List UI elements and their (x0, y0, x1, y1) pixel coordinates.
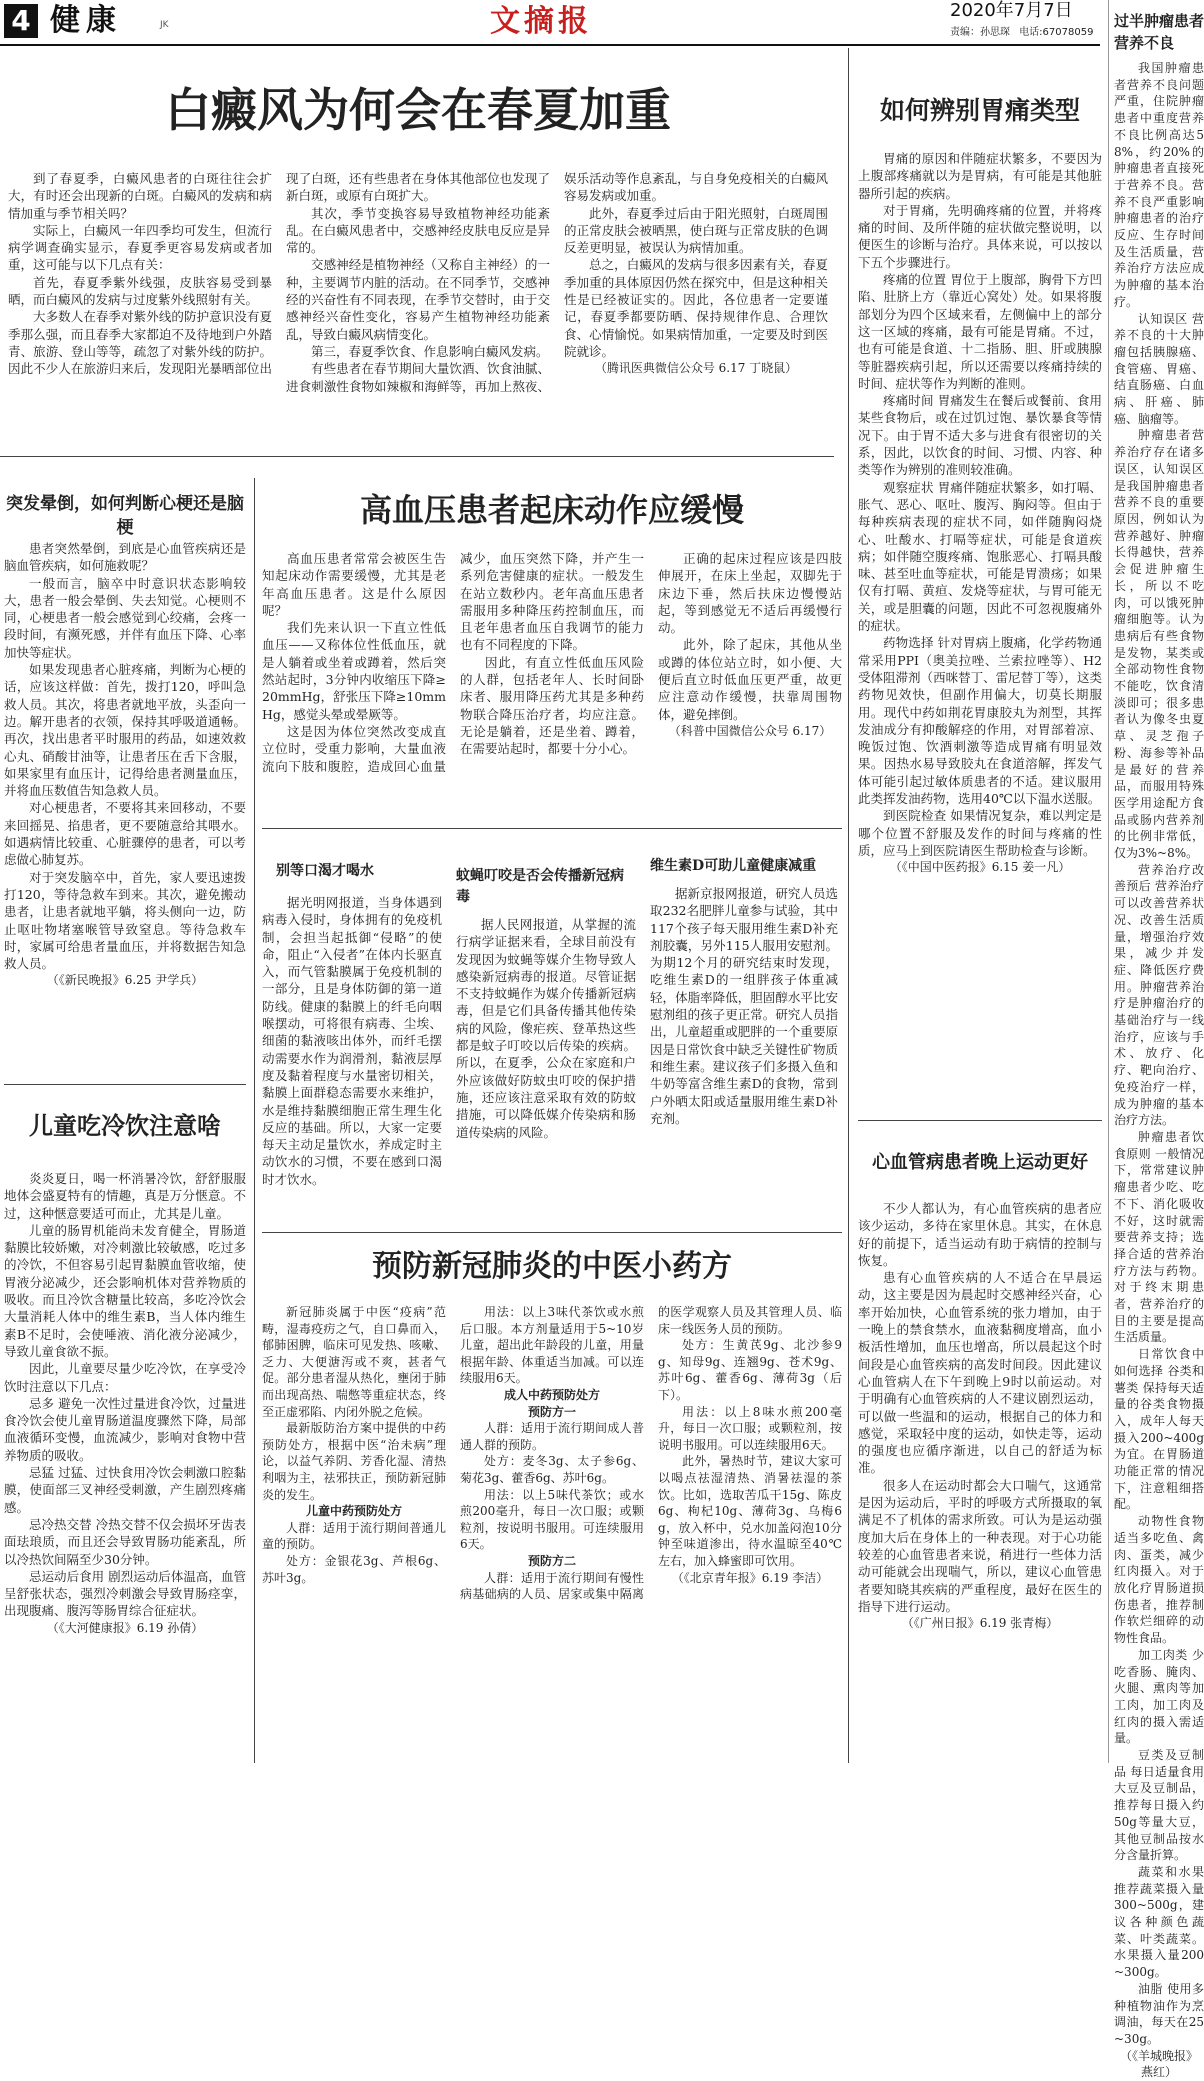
paragraph: 处方：金银花3g、芦根6g、苏叶3g。 (262, 1553, 446, 1585)
paragraph: 不少人都认为，有心血管疾病的患者应该少运动，多待在家里休息。其实，在休息好的前提下，适当运动有助于病情的控制与恢复。 (858, 1201, 1102, 1268)
article-stomach-title: 如何辨别胃痛类型 (879, 96, 1080, 125)
article-faint-title: 突发晕倒，如何判断心梗还是脑梗 (6, 494, 244, 538)
rule-left-col (254, 478, 255, 1763)
paragraph: 肿瘤患者饮食原则 一般情况下，常常建议肿瘤患者少吃、吃不下、消化吸收不好，这时就需要营养支持；选择合适的营养治疗方法与药物。对于终末期患者，营养治疗的目的主要是提高生活质量。 (1114, 1130, 1204, 1345)
article-vitiligo-body (8, 170, 828, 446)
article-stomach (858, 48, 1102, 1118)
article-tumor-nutrition-body (1114, 60, 1204, 2080)
paragraph: 药物选择 针对胃病上腹痛，化学药物通常采用PPI（奥美拉唑、兰索拉唑等）、H2受体阻滞剂（西咪替丁、雷尼替丁等），这类药物见效快，但副作用偏大，切莫长期服用。现代中药如荆花胃康胶丸为剂型，其挥发油成分有抑酸解痉的作用，对胃部着凉、晚饭过饱、饮酒刺激等造成胃痛有明显效果。因热水易导致胶丸在食道溶解，挥发气体可能引起过敏体质患者的不适。建议服用此类挥发油药物，选用40℃以下温水送服。 (858, 635, 1102, 806)
paragraph: 这是因为体位突然改变成直立位时，受重力影响，大量血液流向下肢和腹腔，造成回心血量减少，血压突然下降，并产生一系列危害健康的症状。一般发生在站立数秒内。老年高血压患者需服用多种降压药控制血压，而且老年患者血压自我调节的能力也有不同程度的下降。 (262, 551, 644, 774)
section-en: JK (160, 20, 169, 30)
paragraph: 据光明网报道，当身体遇到病毒入侵时，身体拥有的免疫机制，会担当起抵御“侵略”的使命，阻止“入侵者”在体内长驱直入，而气管黏膜属于免疫机制的一部分，且是身体防御的第一道防线。健康的黏膜上的纤毛向咽喉摆动，可将很有病毒、尘埃、细菌的黏液咳出体外，而纤毛摆动需要水作为润滑剂，黏液层厚度及黏着程度与水量密切相关，黏膜上面群稳态需要水来维护，水是维持黏膜细胞正常生理生化反应的基础。所以，大家一定要每天主动足量饮水，养成定时主动饮水的习惯，不要在感到口渴时才饮水。 (262, 895, 442, 1187)
paragraph: 高血压患者常常会被医生告知起床动作需要缓慢，尤其是老年高血压患者。这是什么原因呢？ (262, 551, 446, 618)
paragraph: 因此，儿童要尽量少吃冷饮，在享受冷饮时注意以下几点： (4, 1361, 246, 1394)
paragraph: 用法：以上8味水煎200毫升，每日一次口服；或颗粒剂，按说明书服用。可以连续服用6天。 (658, 1404, 842, 1452)
article-vitamin-d-title: 维生素D可助儿童健康减重 (650, 858, 817, 874)
paragraph: 蔬菜和水果 推荐蔬菜摄入量300~500g，建议各种颜色蔬菜、叶类蔬菜。水果摄入量200~300g。 (1114, 1864, 1204, 1980)
paragraph: 油脂 使用多种植物油作为烹调油，每天在25~30g。 (1114, 1981, 1204, 2046)
paragraph: 疼痛时间 胃痛发生在餐后或餐前、食用某些食物后，或在过饥过饱、暴饮暴食等情况下。由于胃不适大多与进食有很密切的关系，因此，以饮食的时间、习惯、内容、种类等作为辨别的准则较准确。 (858, 393, 1102, 478)
rule-below-short-news (262, 1232, 842, 1233)
paragraph: 处方：生黄芪9g、北沙参9g、知母9g、连翘9g、苍术9g、苏叶6g、藿香6g、薄荷3g（后下）。 (658, 1338, 842, 1402)
paragraph: 疼痛的位置 胃位于上腹部，胸骨下方凹陷、肚脐上方（靠近心窝处）处。如果将腹部划分为四个区域来看，左侧偏中上的部分这一区域的疼痛，最有可能是胃痛。不过，也有可能是食道、十二指肠、胆、肝或胰腺等脏器疾病引起，所以还需要以疼痛持续的时间、症状等作为判断的准则。 (858, 272, 1102, 391)
paragraph: 人群：适用于流行期间成人普通人群的预防。 (460, 1421, 644, 1452)
tcm-p1-head: 预防方一 (527, 1404, 576, 1419)
article-tumor-nutrition (1114, 10, 1204, 2080)
paragraph: 忌冷热交替 冷热交替不仅会损坏牙齿表面珐琅质，而且还会导致胃肠功能紊乱，所以冷热饮间隔至少30分钟。 (4, 1516, 246, 1567)
header-rule (0, 44, 1100, 46)
article-faint-source: （《新民晚报》6.25 尹学兵） (46, 973, 204, 988)
rule-below-stomach (858, 1120, 1102, 1121)
article-cold-drinks (4, 1090, 246, 1760)
section-title: 健康 (50, 3, 122, 38)
article-vitamin-d (650, 834, 838, 1228)
paragraph: 很多人在运动时都会大口喘气，这通常是因为运动后，平时的呼吸方式所摄取的氧满足不了机体的需求所致。可认为是运动强度加大后在身体上的一种表现。对于心功能较差的心血管患者来说，稍进行一些体力活动可能就会出现喘气，所以，建议心血管患者要知晓其疾病的严重程度，最好在医生的指导下进行运动。 (858, 1477, 1102, 1614)
article-hypertension (262, 462, 842, 822)
paragraph: 首先，春夏季紫外线强，皮肤容易受到暴晒，而白癜风的发病与过度紫外线照射有关。 (8, 274, 272, 308)
article-mosquito-title: 蚊蝇叮咬是否会传播新冠病毒 (456, 868, 624, 905)
paragraph: 据人民网报道，从掌握的流行病学证据来看，全球目前没有发现因为蚊蝇等媒介生物导致人感染新冠病毒的报道。尽管证据不支持蚊蝇作为媒介传播新冠病毒，但是它们具备传播其他传染病的风险，像疟疾、登革热这些都是蚊子叮咬以后传染的疾病。所以，在夏季，公众在家庭和户外应该做好防蚊虫叮咬的保护措施，还应该注意采取有效的防蚊措施，可以降低媒介传染病和肠道传染病的风险。 (456, 917, 636, 1140)
article-drink-water-title: 别等口渴才喝水 (276, 863, 374, 879)
rule-below-hypertension (262, 828, 842, 829)
paragraph: 总之，白癜风的发病与很多因素有关，春夏季加重的具体原因仍然在探究中，但是这种相关性是已经被证实的。因此，各位患者一定要谨记，春夏季都要防晒、保持规律作息、合理饮食、心情愉悦。如果病情加重，一定要及时到医院就诊。 (564, 257, 828, 359)
paragraph: 日常饮食中如何选择 谷类和薯类 保持每天适量的谷类食物摄入，成年人每天摄入200~400g为宜。在胃肠道功能正常的情况下，注意粗细搭配。 (1114, 1347, 1204, 1512)
article-cardio-exercise (858, 1126, 1102, 1760)
paragraph: 认知误区 营养不良的十大肿瘤包括胰腺癌、食管癌、胃癌、结直肠癌、白血病、肝癌、肺癌、脑瘤等。 (1114, 311, 1204, 426)
paragraph: 用法：以上5味代茶饮；或水煎200毫升，每日一次口服；或颗粒剂，按说明书服用。可连续服用6天。 (460, 1487, 644, 1552)
paragraph: 到医院检查 如果情况复杂，难以判定是哪个位置不舒服及发作的时间与疼痛的性质，应马上到医院请医生帮助检查与诊断。 (858, 808, 1102, 858)
article-cold-drinks-title: 儿童吃冷饮注意啥 (29, 1111, 221, 1140)
article-vitamin-d-body (650, 885, 838, 1127)
paragraph: 处方：麦冬3g、太子参6g、菊花3g、藿香6g、苏叶6g。 (460, 1454, 644, 1485)
article-drink-water-body (262, 894, 442, 1188)
article-mosquito (456, 834, 636, 1228)
paragraph: 交感神经是植物神经（又称自主神经）的一种，主要调节内脏的活动。在不同季节，交感神经的兴奋性有不同表现，在季节交替时，由于交感神经兴奋性变化，容易产生植物神经功能紊乱，导致白癜风病情变化。 (286, 257, 550, 342)
paragraph: 我国肿瘤患者营养不良问题严重，住院肿瘤患者中重度营养不良比例高达58%，约20%的肿瘤患者直接死于营养不良。营养不良严重影响肿瘤患者的治疗反应、生存时间及生活质量，营养治疗方法应成为肿瘤的基本治疗。 (1114, 61, 1204, 309)
paragraph: 如果发现患者心脏疼痛，判断为心梗的话，应该这样做：首先，拨打120，呼叫急救人员。其次，将患者就地平放，头歪向一边。解开患者的衣领，保持其呼吸道通畅。再次，找出患者平时服用的药品，如速效救心丸、硝酸甘油等，让患者压在舌下含服，如果家里有血压计，记得给患者测量血压，并将血压数值告知急救人员。 (4, 662, 246, 799)
paragraph: 用法：以上3味代茶饮或水煎后口服。本方剂量适用于5~10岁儿童，超出此年龄段的儿童，用量根据年龄、体重适当加减。可以连续服用6天。 (460, 1305, 644, 1386)
article-cold-drinks-source: （《大河健康报》6.19 孙倩） (46, 1620, 204, 1635)
rule-below-vitiligo (0, 456, 834, 457)
paragraph: 此外，除了起床，其他从坐或蹲的体位站立时，如小便、大便后直立时低血压更严重，故更应注意动作缓慢，扶靠周围物体，避免摔倒。 (658, 637, 842, 722)
paragraph: 实际上，白癜风一年四季均可发生，但流行病学调查确实显示，春夏季更容易发病或者加重，这可能与以下几点有关： (8, 222, 272, 273)
paragraph: 新冠肺炎属于中医“疫病”范畴，湿毒疫疠之气，自口鼻而入，郁肺困脾，临床可见发热、咳嗽、乏力、大便溏泻或不爽，甚者气促。部分患者湿从热化，壅闭于肺而出现高热、喘憋等重症状态，终至正虚邪陷、内闭外脱之危候。 (262, 1305, 446, 1419)
article-faint-body (4, 540, 246, 1076)
paragraph: 人群：适用于流行期间普通儿童的预防。 (262, 1520, 446, 1552)
article-vitiligo (8, 48, 828, 448)
page-number: 4 (4, 4, 38, 38)
paragraph: 肿瘤患者营养治疗存在诸多误区，认知误区是我国肿瘤患者营养不良的重要原因，例如认为营养越好、肿瘤长得越快，营养会促进肿瘤生长，所以不吃肉，可以饿死肿瘤细胞等。认为患病后有些食物是发物，某类或全部动物性食物不能吃，饮食清淡即可；很多患者认为像冬虫夏草、灵芝孢子粉、海参等补品是最好的营养品，而服用特殊医学用途配方食品或肠内营养剂的比例非常低，仅为3%~8%。 (1114, 428, 1204, 861)
article-tcm-body (262, 1304, 842, 1758)
paragraph: 豆类及豆制品 每日适量食用大豆及豆制品，推荐每日摄入约50g等量大豆，其他豆制品按水分含量折算。 (1114, 1748, 1204, 1863)
paragraph: 患者突然晕倒，到底是心血管疾病还是脑血管疾病，如何施救呢？ (4, 541, 246, 574)
paragraph: 炎炎夏日，喝一杯消暑冷饮，舒舒服服地体会盛夏特有的情趣，真是万分惬意。不过，这种惬意要适可而止，尤其是儿童。 (4, 1171, 246, 1221)
paragraph: 观察症状 胃痛伴随症状繁多，如打嗝、胀气、恶心、呕吐、腹泻、胸闷等。但由于每种疾病表现的症状不同，如伴随胸闷烧心、吐酸水、打嗝等症状，可能是食道疾病；如伴随空腹疼痛、饱胀恶心、打嗝具酸味、甚至吐血等症状，可能是胃溃疡；如果仅有打嗝、黄疸、发烧等症状，与胃可能无关，或是胆囊的问题，因此不可忽视腹痛外的症状。 (858, 479, 1102, 634)
rule-below-faint (4, 1084, 246, 1085)
paragraph: 一般而言，脑卒中时意识状态影响较大，患者一般会晕倒、失去知觉。心梗则不同，心梗患者一般会感觉到心绞痛，会疼一段时间，有濒死感，并伴有血压下降、心率加快等症状。 (4, 575, 246, 660)
article-drink-water (262, 834, 442, 1228)
tcm-p2-head: 预防方二 (527, 1553, 576, 1568)
masthead: 文摘报 (490, 4, 592, 39)
paragraph: 儿童的肠胃机能尚未发育健全，胃肠道黏膜比较娇嫩，对冷刺激比较敏感，吃过多的冷饮，不但容易引起胃黏膜血管收缩，使胃液分泌减少，还会影响机体对营养物质的吸收。而且冷饮含糖量比较高，多吃冷饮会大量消耗人体中的维生素B，当人体内维生素B不足时，会使唾液、消化液分泌减少，导致儿童食欲不振。 (4, 1222, 246, 1359)
paragraph: 加工肉类 少吃香肠、腌肉、火腿、熏肉等加工肉，加工肉及红肉的摄入需适量。 (1114, 1647, 1204, 1746)
tcm-kid-head: 儿童中药预防处方 (305, 1504, 402, 1519)
article-tcm (262, 1238, 842, 1760)
paragraph: 患有心血管疾病的人不适合在早晨运动，这主要是因为晨起时交感神经兴奋，心率开始加快，心血管系统的张力增加，由于一晚上的禁食禁水，血液黏稠度增高，血小板活性增加，血压也增高，所以晨起这个时间段是心血管疾病的高发时间段。因此建议心血管病人在下午到晚上9时以前运动。对于明确有心血管疾病的人不建议剧烈运动，可以做一些温和的运动，根据自己的体力和感觉，采取轻中度的运动，如快走等，运动的强度也应循序渐进，以自己的舒适为标准。 (858, 1270, 1102, 1476)
article-mosquito-body (456, 916, 636, 1141)
paragraph: 忌运动后食用 剧烈运动后体温高，血管呈舒张状态，强烈冷刺激会导致胃肠痉挛，出现腹痛、腹泻等肠胃综合征症状。 (4, 1568, 246, 1619)
article-cardio-exercise-body (858, 1200, 1102, 1758)
paragraph: 因此，有直立性低血压风险的人群，包括老年人、长时间卧床者、服用降压药尤其是多种药物联合降压治疗者，均应注意。无论是躺着，还是坐着、蹲着，在需要站起时，都要十分小心。 (460, 654, 644, 757)
paragraph: 营养治疗改善预后 营养治疗可以改善营养状况、改善生活质量，增强治疗效果，减少并发症、降低医疗费用。肿瘤营养治疗是肿瘤治疗的基础治疗与一线治疗，应该与手术、放疗、化疗、靶向治疗、免疫治疗一样，成为肿瘤的基本治疗方法。 (1114, 862, 1204, 1128)
rule-right-col (848, 48, 849, 1763)
paragraph: 对于突发脑卒中，首先，家人要迅速拨打120，等待急救车到来。其次，避免搬动患者，让患者就地平躺，将头侧向一边，防止呕吐物堵塞喉管导致窒息。等待急救车时，家属可给患者量血压，并将数据告知急救人员。 (4, 869, 246, 972)
article-faint (4, 462, 246, 1082)
article-hypertension-title: 高血压患者起床动作应缓慢 (359, 491, 744, 529)
editor-name: 责编：孙思琛 (950, 27, 1010, 38)
paragraph: 到了春夏季，白癜风患者的白斑往往会扩大，有时还会出现新的白斑。白癜风的发病和病情加重与季节相关吗？ (8, 171, 272, 221)
paragraph: 忌多 避免一次性过量进食冷饮，过量进食冷饮会使儿童胃肠道温度骤然下降，局部血液循环变慢，血流减少，影响对食物中营养物质的吸收。 (4, 1395, 246, 1463)
article-tumor-nutrition-source: （《羊城晚报》 燕红） (1119, 2048, 1198, 2080)
article-tcm-title: 预防新冠肺炎的中医小药方 (372, 1249, 732, 1284)
article-cardio-exercise-source: （《广州日报》6.19 张青梅） (901, 1616, 1059, 1631)
article-stomach-source: （《中国中医药报》6.15 姜一凡） (889, 860, 1071, 875)
editor-phone: 电话:67078059 (1019, 27, 1094, 38)
right-column-rule (1108, 0, 1109, 1763)
article-vitiligo-title: 白癜风为何会在春夏加重 (165, 83, 671, 137)
paragraph: 其次，季节变换容易导致植物神经功能紊乱。在白癜风患者中，交感神经皮肤电反应是异常的。 (286, 205, 550, 256)
paragraph: 正确的起床过程应该是四肢伸展开，在床上坐起，双脚先于床边下垂，然后扶床边慢慢站起，等到感觉无不适后再缓慢行动。 (658, 551, 842, 636)
paragraph: 胃痛的原因和伴随症状繁多，不要因为上腹部疼痛就以为是胃病，有可能是其他脏器所引起的疾病。 (858, 151, 1102, 201)
paragraph: 第三，春夏季饮食、作息影响白癜风发病。 (311, 343, 549, 359)
paragraph: 动物性食物 适当多吃鱼、禽肉、蛋类，减少红肉摄入。对于放化疗胃肠道损伤患者，推荐制作软烂细碎的动物性食品。 (1114, 1514, 1204, 1646)
paragraph: 对于胃痛，先明确疼痛的位置，并将疼痛的时间、及所伴随的症状做完整说明，以便医生的诊断与治疗。具体来说，可以按以下五个步骤进行。 (858, 202, 1102, 270)
issue-date: 2020年7月7日 (950, 0, 1073, 21)
article-tcm-source: （《北京青年报》6.19 李洁） (671, 1570, 829, 1585)
paragraph: 忌猛 过猛、过快食用冷饮会刺激口腔黏膜，使面部三叉神经受刺激，产生剧烈疼痛感。 (4, 1465, 246, 1515)
article-cold-drinks-body (4, 1170, 246, 1756)
paragraph: 此外，暑热时节，建议大家可以喝点祛湿清热、消暑祛湿的茶饮。比如，选取苦瓜干15g、陈皮6g、枸杞10g、薄荷3g、乌梅6g，放入杯中，兑水加盖闷泡10分钟至味道渗出，待水温晾至40℃左右，加入蜂蜜即可饮用。 (658, 1454, 842, 1568)
tcm-adult-head: 成人中药预防处方 (503, 1387, 600, 1402)
paragraph: 据新京报网报道，研究人员选取232名肥胖儿童参与试验，其中117个孩子每天服用维生素D补充剂胶囊，另外115人服用安慰剂。为期12个月的研究结束时发现，吃维生素D的一组胖孩子体重减轻，体脂率降低，胆固醇水平比安慰剂组的孩子更正常。研究人员指出，儿童超重或肥胖的一个重要原因是日常饮食中缺乏关键性矿物质和维生素。建议孩子们多摄入鱼和牛奶等富含维生素D的食物，常到户外晒太阳或适量服用维生素D补充剂。 (650, 886, 838, 1126)
paragraph: 人群：适用于流行期间有慢性病基础病的人员、居家或集中隔离的医学观察人员及其管理人员、临床一线医务人员的预防。 (460, 1305, 842, 1602)
paragraph: 大多数人在春季对紫外线的防护意识没有夏季那么强，而且春季大家都迫不及待地到户外踏青、旅游、登山等等，疏忽了对紫外线的防护。因此不少人在旅游归来后，发现阳光暴晒部位出现了白斑，还有些患者在身体其他部位也发现了新白斑，或原有白斑扩大。 (8, 171, 550, 377)
article-vitiligo-source: （腾讯医典微信公众号 6.17 丁晓鼠） (594, 361, 798, 376)
article-hypertension-source: （科普中国微信公众号 6.17） (668, 723, 832, 738)
paragraph: 有些患者在春节期间大量饮酒、饮食油腻、进食刺激性食物如辣椒和海鲜等，再加上熬夜、娱乐活动等作息紊乱，与自身免疫相关的白癜风容易发病或加重。 (286, 171, 828, 394)
paragraph: 我们先来认识一下直立性低血压——又称体位性低血压，就是人躺着或坐着或蹲着，然后突然站起时，3分钟内收缩压下降≥20mmHg，舒张压下降≥10mmHg，感觉头晕或晕厥等。 (262, 620, 446, 722)
paragraph: 最新版防治方案中提供的中药预防处方，根据中医“治未病”理论，以益气养阴、芳香化湿、清热利咽为主，祛邪扶正，预防新冠肺炎的发生。 (262, 1421, 446, 1502)
editor-line (950, 26, 1093, 40)
paragraph: 此外，春夏季过后由于阳光照射，白斑周围的正常皮肤会被晒黑，使白斑与正常皮肤的色调反差更明显，被误认为病情加重。 (564, 205, 828, 256)
article-hypertension-body (262, 550, 842, 820)
article-tumor-nutrition-title: 过半肿瘤患者营养不良 (1114, 12, 1204, 52)
article-cardio-exercise-title: 心血管病患者晚上运动更好 (872, 1152, 1088, 1173)
paragraph: 对心梗患者，不要将其来回移动，不要来回摇晃、掐患者，更不要随意给其喂水。如遇病情比较重、心脏骤停的患者，可以考虑做心肺复苏。 (4, 800, 246, 868)
page-header (0, 0, 1204, 48)
article-stomach-body (858, 150, 1102, 1114)
